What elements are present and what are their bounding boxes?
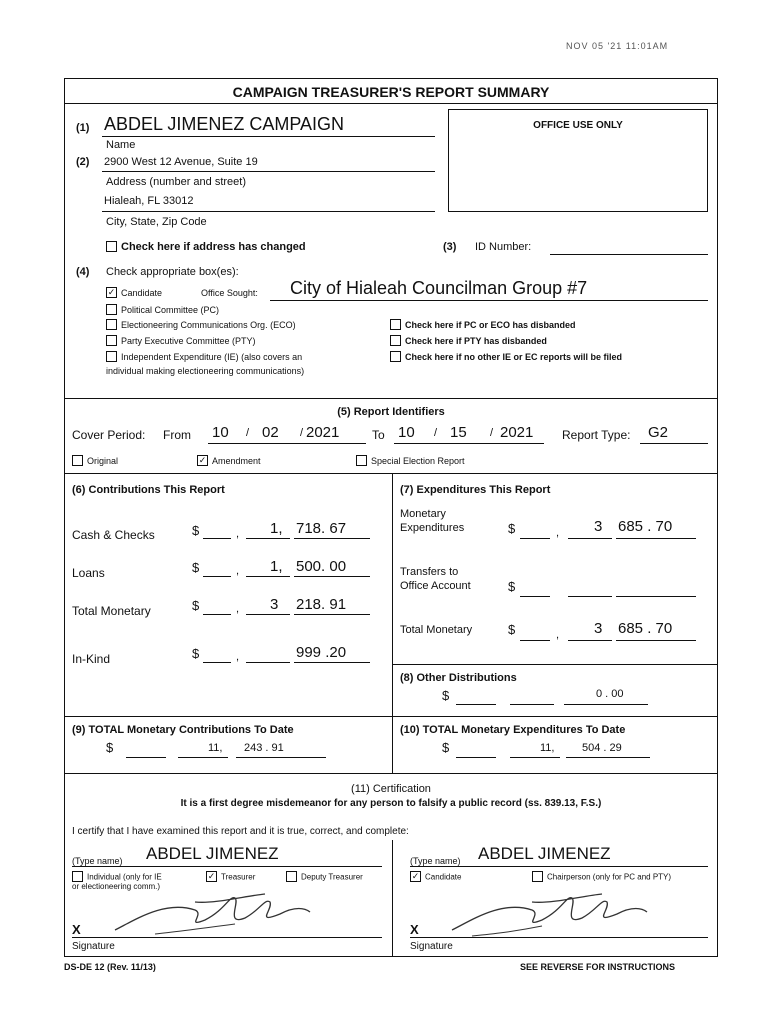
candidate-cert-check-mark: ✓ — [411, 871, 420, 881]
monetary-exp-blank-3 — [616, 538, 696, 539]
section-4-number: (4) — [76, 266, 90, 278]
right-signature-image — [432, 890, 672, 940]
section-2-number: (2) — [76, 156, 90, 168]
monetary-exp-thousands: 3 — [594, 518, 603, 535]
section-9-heading: (9) TOTAL Monetary Contributions To Date — [72, 724, 294, 736]
cash-thousands: 1, — [270, 520, 283, 537]
from-month: 10 — [212, 424, 229, 441]
section-8-heading: (8) Other Distributions — [400, 672, 517, 684]
total-contrib-todate-blank-1 — [126, 757, 166, 758]
total-contrib-todate-value: 243 . 91 — [244, 742, 284, 754]
cover-period-label: Cover Period: — [72, 428, 146, 442]
eco-checkbox[interactable] — [106, 320, 296, 331]
right-name-underline — [410, 866, 708, 867]
office-use-label: OFFICE USE ONLY — [533, 120, 623, 131]
from-year: 2021 — [306, 424, 340, 441]
misdemeanor-warning: It is a first degree misdemeanor for any person to falsify a public record (ss. 839.13, F.S.) — [180, 798, 602, 809]
disband-pty-checkbox[interactable] — [390, 336, 547, 347]
other-dist-blank-1 — [456, 704, 496, 705]
section-4-divider — [64, 398, 718, 399]
total-exp-blank-3 — [616, 640, 696, 641]
loans-blank-3 — [294, 576, 370, 577]
total-contrib-blank-3 — [294, 614, 370, 615]
section-11-heading: (11) Certification — [351, 783, 431, 795]
frame-bottom — [64, 956, 718, 957]
individual-label: Individual (only for IE — [87, 872, 162, 882]
frame-right — [717, 78, 718, 956]
monetary-exp-blank-1 — [520, 538, 550, 539]
from-separator-2: / — [300, 427, 304, 439]
total-exp-dollar: $ — [508, 622, 516, 637]
no-other-reports-checkbox[interactable] — [390, 352, 622, 363]
total-contrib-comma: , — [236, 603, 240, 615]
name-underline — [102, 136, 435, 137]
total-contrib-todate-thousands: 11, — [208, 742, 223, 754]
candidate-cert-checkbox[interactable] — [410, 872, 461, 883]
to-day: 15 — [450, 424, 467, 441]
campaign-name-value: ABDEL JIMENEZ CAMPAIGN — [104, 114, 345, 134]
monetary-exp-value: 685 . 70 — [618, 518, 673, 535]
in-kind-blank-1 — [203, 662, 231, 663]
section-10-heading: (10) TOTAL Monetary Expenditures To Date — [400, 724, 626, 736]
transfers-blank-1 — [520, 596, 550, 597]
right-typed-name: ABDEL JIMENEZ — [478, 844, 611, 863]
transfers-blank-2 — [568, 596, 612, 597]
report-type-value: G2 — [648, 424, 669, 441]
cash-blank-2 — [246, 538, 290, 539]
loans-value: 500. 00 — [296, 558, 347, 575]
treasurer-check-mark: ✓ — [207, 871, 216, 881]
to-underline — [394, 443, 544, 444]
transfers-dollar: $ — [508, 579, 516, 594]
total-exp-todate-thousands: 11, — [540, 742, 555, 754]
candidate-label: Candidate — [121, 288, 163, 298]
office-sought-label: Office Sought: — [201, 288, 258, 298]
cash-dollar: $ — [192, 523, 200, 538]
section-8-divider — [64, 716, 718, 717]
amendment-checkbox[interactable] — [197, 456, 261, 467]
disband-pc-checkbox[interactable] — [390, 320, 576, 331]
other-dist-dollar: $ — [442, 688, 450, 703]
left-signature-x: X — [72, 922, 81, 937]
to-separator-2: / — [490, 427, 494, 439]
monetary-expenditures-label: Monetary — [400, 508, 446, 520]
disband-pty-label: Check here if PTY has disbanded — [405, 336, 547, 346]
in-kind-label: In-Kind — [72, 652, 111, 666]
monetary-expenditures-label-2: Expenditures — [400, 522, 465, 534]
loans-blank-2 — [246, 576, 290, 577]
left-signature-label: Signature — [72, 941, 115, 952]
pty-label: Party Executive Committee (PTY) — [121, 336, 256, 346]
monetary-exp-comma: , — [556, 527, 560, 539]
special-election-label: Special Election Report — [371, 456, 465, 466]
other-dist-blank-3 — [564, 704, 648, 705]
right-signature-line — [410, 937, 708, 938]
total-exp-todate-blank-3 — [566, 757, 650, 758]
address-underline — [102, 171, 435, 172]
special-election-checkbox[interactable] — [356, 456, 465, 467]
frame-top — [64, 78, 718, 79]
address-changed-label: Check here if address has changed — [121, 241, 306, 253]
deputy-treasurer-checkbox[interactable] — [286, 872, 363, 883]
disband-pc-label: Check here if PC or ECO has disbanded — [405, 320, 576, 330]
section-3-number: (3) — [443, 241, 457, 253]
treasurer-label: Treasurer — [221, 872, 256, 882]
in-kind-comma: , — [236, 651, 240, 663]
total-contrib-dollar: $ — [192, 598, 200, 613]
left-type-name-label: (Type name) — [72, 856, 123, 866]
form-title: CAMPAIGN TREASURER'S REPORT SUMMARY — [232, 84, 550, 100]
cash-checks-label: Cash & Checks — [72, 528, 155, 542]
frame-left — [64, 78, 65, 956]
monetary-exp-dollar: $ — [508, 521, 516, 536]
address-value: 2900 West 12 Avenue, Suite 19 — [104, 156, 258, 168]
right-signature-label: Signature — [410, 941, 453, 952]
cash-comma: , — [236, 528, 240, 540]
certification-divider — [392, 840, 393, 956]
from-day: 02 — [262, 424, 279, 441]
cash-blank-1 — [203, 538, 231, 539]
chairperson-label: Chairperson (only for PC and PTY) — [547, 872, 672, 882]
cash-value: 718. 67 — [296, 520, 347, 537]
address-label: Address (number and street) — [106, 176, 247, 188]
original-checkbox[interactable] — [72, 456, 118, 467]
in-kind-dollar: $ — [192, 646, 200, 661]
section-6-heading: (6) Contributions This Report — [72, 484, 225, 496]
id-number-field[interactable] — [550, 254, 708, 255]
from-underline — [208, 443, 366, 444]
in-kind-value: 999 .20 — [296, 644, 347, 661]
loans-label: Loans — [72, 566, 105, 580]
monetary-exp-blank-2 — [568, 538, 612, 539]
pc-checkbox[interactable] — [106, 305, 219, 316]
candidate-check-mark: ✓ — [107, 287, 116, 298]
from-separator-1: / — [246, 427, 250, 439]
total-contrib-value: 218. 91 — [296, 596, 347, 613]
total-contrib-blank-2 — [246, 614, 290, 615]
office-sought-underline — [270, 300, 708, 301]
middle-divider — [392, 473, 393, 773]
treasurer-checkbox[interactable] — [206, 872, 255, 883]
total-exp-todate-blank-2 — [510, 757, 560, 758]
to-year: 2021 — [500, 424, 534, 441]
loans-thousands: 1, — [270, 558, 283, 575]
title-divider — [64, 103, 718, 104]
loans-comma: , — [236, 565, 240, 577]
right-signature-x: X — [410, 922, 419, 937]
individual-label-continued: or electioneering comm.) — [72, 882, 161, 891]
eco-label: Electioneering Communications Org. (ECO) — [121, 320, 296, 330]
office-sought-value: City of Hialeah Councilman Group #7 — [290, 278, 588, 298]
section-7-heading: (7) Expenditures This Report — [400, 484, 551, 496]
other-dist-blank-2 — [510, 704, 554, 705]
loans-blank-1 — [203, 576, 231, 577]
loans-dollar: $ — [192, 560, 200, 575]
section-1-number: (1) — [76, 122, 90, 134]
pc-label: Political Committee (PC) — [121, 305, 220, 315]
address-changed-checkbox[interactable] — [106, 241, 306, 253]
total-exp-thousands: 3 — [594, 620, 603, 637]
in-kind-blank-3 — [294, 662, 370, 663]
total-exp-blank-1 — [520, 640, 550, 641]
report-type-underline — [640, 443, 708, 444]
section-4-heading: Check appropriate box(es): — [106, 266, 239, 278]
section-5-divider — [64, 473, 718, 474]
left-typed-name: ABDEL JIMENEZ — [146, 844, 279, 863]
form-id: DS-DE 12 (Rev. 11/13) — [64, 962, 156, 972]
total-exp-todate-dollar: $ — [442, 740, 450, 755]
total-exp-blank-2 — [568, 640, 612, 641]
section-5-heading: (5) Report Identifiers — [337, 406, 445, 418]
total-contrib-todate-dollar: $ — [106, 740, 114, 755]
to-month: 10 — [398, 424, 415, 441]
total-monetary-exp-label: Total Monetary — [400, 624, 473, 636]
transfers-label-2: Office Account — [400, 580, 471, 592]
city-label: City, State, Zip Code — [106, 216, 207, 228]
amendment-check-mark: ✓ — [198, 455, 207, 466]
ie-label-continued: individual making electioneering communications) — [106, 366, 305, 376]
total-exp-todate-value: 504 . 29 — [582, 742, 622, 754]
total-contrib-thousands: 3 — [270, 596, 279, 613]
pty-checkbox[interactable] — [106, 336, 256, 347]
section-10-divider — [64, 773, 718, 774]
total-contrib-blank-1 — [203, 614, 231, 615]
original-label: Original — [87, 456, 119, 466]
total-exp-todate-blank-1 — [456, 757, 496, 758]
office-use-box — [448, 109, 708, 212]
from-label: From — [163, 428, 191, 442]
city-value: Hialeah, FL 33012 — [104, 195, 194, 207]
deputy-treasurer-label: Deputy Treasurer — [301, 872, 363, 882]
left-signature-image — [95, 890, 335, 940]
ie-checkbox[interactable] — [106, 352, 302, 363]
report-type-label: Report Type: — [562, 428, 631, 442]
transfers-label: Transfers to — [400, 566, 459, 578]
section-7-divider — [392, 664, 718, 665]
chairperson-checkbox[interactable] — [532, 872, 671, 883]
to-separator-1: / — [434, 427, 438, 439]
total-contrib-todate-blank-3 — [236, 757, 326, 758]
total-exp-value: 685 . 70 — [618, 620, 673, 637]
certify-statement: I certify that I have examined this report and it is true, correct, and complete: — [72, 826, 409, 837]
to-label: To — [372, 428, 385, 442]
cash-blank-3 — [294, 538, 370, 539]
id-number-label: ID Number: — [475, 241, 532, 253]
transfers-blank-3 — [616, 596, 696, 597]
received-stamp: NOV 05 '21 11:01AM — [566, 41, 669, 51]
other-dist-value: 0 . 00 — [596, 688, 624, 700]
candidate-cert-label: Candidate — [425, 872, 462, 882]
name-label: Name — [106, 139, 136, 151]
see-reverse-instructions: SEE REVERSE FOR INSTRUCTIONS — [520, 962, 676, 972]
in-kind-blank-2 — [246, 662, 290, 663]
right-type-name-label: (Type name) — [410, 856, 461, 866]
left-signature-line — [72, 937, 382, 938]
left-name-underline — [72, 866, 382, 867]
ie-label: Independent Expenditure (IE) (also covers an — [121, 352, 303, 362]
total-contrib-todate-blank-2 — [178, 757, 228, 758]
amendment-label: Amendment — [212, 456, 261, 466]
total-exp-comma: , — [556, 629, 560, 641]
city-underline — [102, 211, 435, 212]
no-other-reports-label: Check here if no other IE or EC reports will be filed — [405, 352, 623, 362]
candidate-checkbox[interactable] — [106, 288, 162, 299]
total-monetary-contrib-label: Total Monetary — [72, 604, 151, 618]
